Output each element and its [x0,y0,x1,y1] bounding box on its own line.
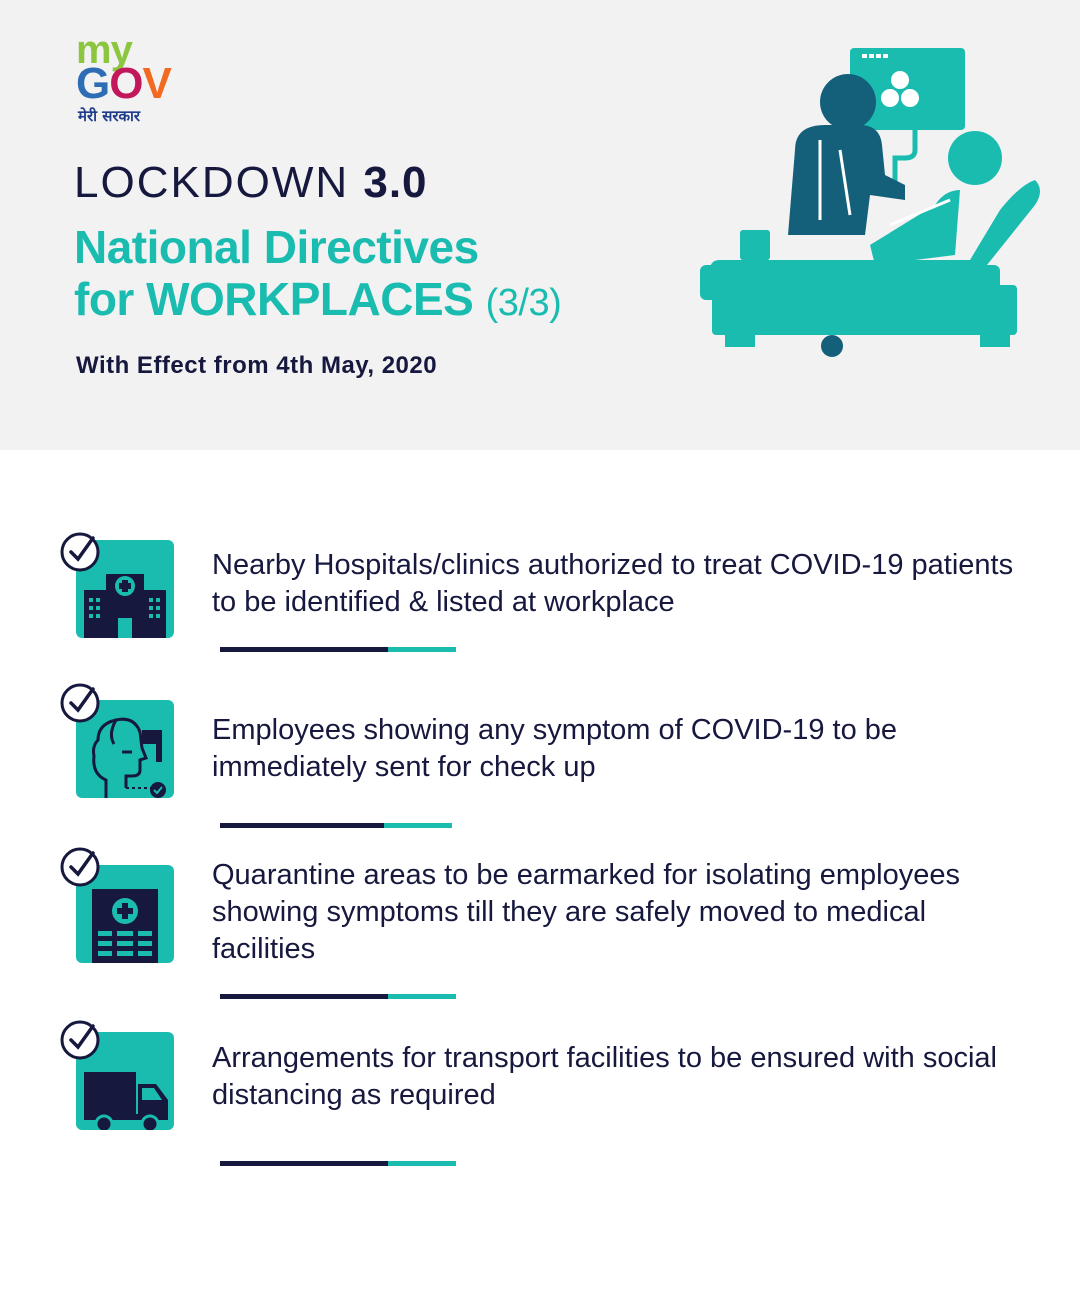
page-title [74,158,428,208]
logo-gov-g: G [76,59,110,108]
checkmark-icon [60,532,100,572]
checkmark-icon [60,847,100,887]
directive-item [60,528,1040,658]
checkmark-icon [60,683,100,723]
logo-tagline: मेरी सरकार [78,107,141,125]
logo-gov-v: V [142,59,171,108]
directive-text: Quarantine areas to be earmarked for isolating employees showing symptoms till they are safely moved to medical facilities [212,859,960,965]
logo-gov-text [76,59,171,108]
logo-gov-o: O [109,59,143,108]
subtitle-line2-text: for WORKPLACES [74,273,486,325]
item-divider [220,1161,456,1166]
subtitle-line2 [74,272,561,330]
item-divider [220,647,456,652]
directive-item [60,845,1040,1005]
title-bold: 3.0 [363,158,428,207]
logo-my-text: my [76,28,132,72]
part-indicator: (3/3) [485,282,562,324]
title-light: LOCKDOWN [74,158,364,207]
mygov-logo[interactable] [76,30,206,130]
item-divider [220,994,456,999]
directive-text: Employees showing any symptom of COVID-19 to be immediately sent for check up [212,714,898,783]
item-divider [220,823,456,828]
subtitle-line1: National Directives [74,221,479,273]
effective-date: With Effect from 4th May, 2020 [76,352,438,379]
directive-text: Arrangements for transport facilities to be ensured with social distancing as required [212,1042,997,1111]
header-banner [0,0,1080,450]
directive-item [60,683,1040,833]
doctor-patient-illustration [700,40,1045,360]
directive-text: Nearby Hospitals/clinics authorized to treat COVID-19 patients to be identified & listed at workplace [212,549,1014,618]
directive-item [60,1018,1040,1178]
checkmark-icon [60,1020,100,1060]
